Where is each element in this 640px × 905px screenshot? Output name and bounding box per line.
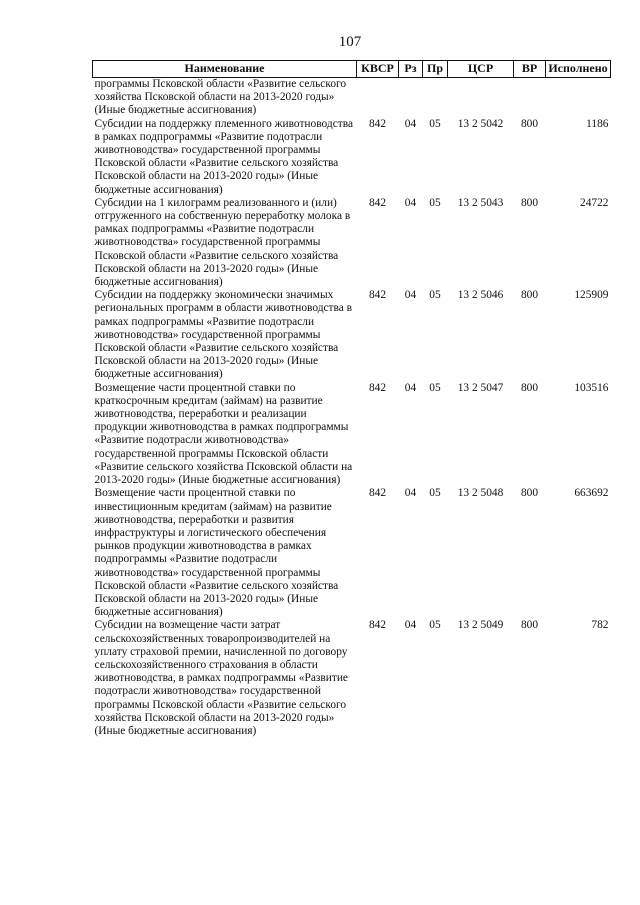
header-pr: Пр [423,61,448,78]
table-row [93,382,611,488]
row-kvsr: 842 [368,196,387,209]
row-kvsr: 842 [368,487,387,500]
row-vr: 800 [520,289,539,302]
row-pr: 05 [429,487,441,500]
row-rz: 04 [404,196,417,209]
table-row-continuation [93,78,611,118]
row-pr: 05 [429,289,441,302]
row-pr: 05 [429,117,441,130]
table-row [93,487,611,619]
header-kvsr: КВСР [357,61,399,78]
row-csr: 13 2 5048 [457,487,504,500]
row-pr: 05 [429,381,441,394]
row-name: Возмещение части процентной ставки по краткосрочным кредитам (займам) на развитие животноводства, переработки и реализации продукции животноводства в рамках подпрограммы «Развитие подотрасли животноводства» государственной программы Псковской области «Развитие сельского хозяйства Псковской области на 2013-2020 годы» (Иные бюджетные ассигнования) [94,381,353,487]
row-vr: 800 [520,381,539,394]
row-executed: 782 [591,619,609,632]
row-csr: 13 2 5047 [457,381,504,394]
row-name: Возмещение части процентной ставки по инвестиционным кредитам (займам) на развитие животноводства, переработки и развития инфраструктуры и логистического обеспечения рынков продукции животноводства в рамках подпрограммы «Развитие подотрасли животноводства» государственной программы Псковской области «Развитие сельского хозяйства Псковской области на 2013-2020 годы» (Иные бюджетные ассигнования) [94,487,339,619]
row-rz: 04 [404,381,417,394]
row-name: программы Псковской области «Развитие сельского хозяйства Псковской области на 2013-2020 годы» (Иные бюджетные ассигнования) [94,78,347,117]
header-vr: ВР [514,61,546,78]
row-kvsr: 842 [368,289,387,302]
row-rz: 04 [404,487,417,500]
row-csr: 13 2 5042 [457,117,504,130]
header-rz: Рз [399,61,423,78]
header-executed: Исполнено [546,61,611,78]
row-csr: 13 2 5043 [457,196,504,209]
row-vr: 800 [520,619,539,632]
row-executed: 663692 [574,487,609,500]
row-kvsr: 842 [368,381,387,394]
row-executed: 24722 [580,196,609,209]
row-vr: 800 [520,487,539,500]
row-kvsr: 842 [368,117,387,130]
table-row [93,118,611,197]
row-rz: 04 [404,289,417,302]
table-row [93,197,611,289]
table-header-row [93,61,611,78]
page-number: 107 [338,34,362,50]
row-rz: 04 [404,619,417,632]
header-name: Наименование [93,61,357,78]
row-vr: 800 [520,117,539,130]
row-vr: 800 [520,196,539,209]
row-pr: 05 [429,196,441,209]
row-kvsr: 842 [368,619,387,632]
row-executed: 125909 [574,289,609,302]
row-name: Субсидии на поддержку племенного животноводства в рамках подпрограммы «Развитие подотрасли животноводства» государственной программы Псковской области «Развитие сельского хозяйства Псковской области на 2013-2020 годы» (Иные бюджетные ассигнования) [94,117,354,196]
row-pr: 05 [429,619,441,632]
header-csr: ЦСР [448,61,514,78]
row-name: Субсидии на возмещение части затрат сельскохозяйственных товаропроизводителей на уплату страховой премии, начисленной по договору сельскохозяйственного страхования в области животноводства, в рамках подпрограммы «Развитие подотрасли животноводства» государственной программы Псковской области «Развитие сельского хозяйства Псковской области на 2013-2020 годы» (Иные бюджетные ассигнования) [94,619,348,737]
budget-table [92,60,611,738]
row-rz: 04 [404,117,417,130]
row-executed: 1186 [586,117,609,130]
table-row [93,619,611,738]
row-name: Субсидии на 1 килограмм реализованного и (или) отгруженного на собственную переработку молока в рамках подпрограммы «Развитие подотрасли животноводства» государственной программы Псковской области «Развитие сельского хозяйства Псковской области на 2013-2020 годы» (Иные бюджетные ассигнования) [94,196,351,289]
row-name: Субсидии на поддержку экономически значимых региональных программ в области животноводства в рамках подпрограммы «Развитие подотрасли животноводства» государственной программы Псковской области «Развитие сельского хозяйства Псковской области на 2013-2020 годы» (Иные бюджетные ассигнования) [94,289,353,381]
table-row [93,289,611,381]
row-executed: 103516 [574,381,609,394]
row-csr: 13 2 5049 [457,619,504,632]
row-csr: 13 2 5046 [457,289,504,302]
